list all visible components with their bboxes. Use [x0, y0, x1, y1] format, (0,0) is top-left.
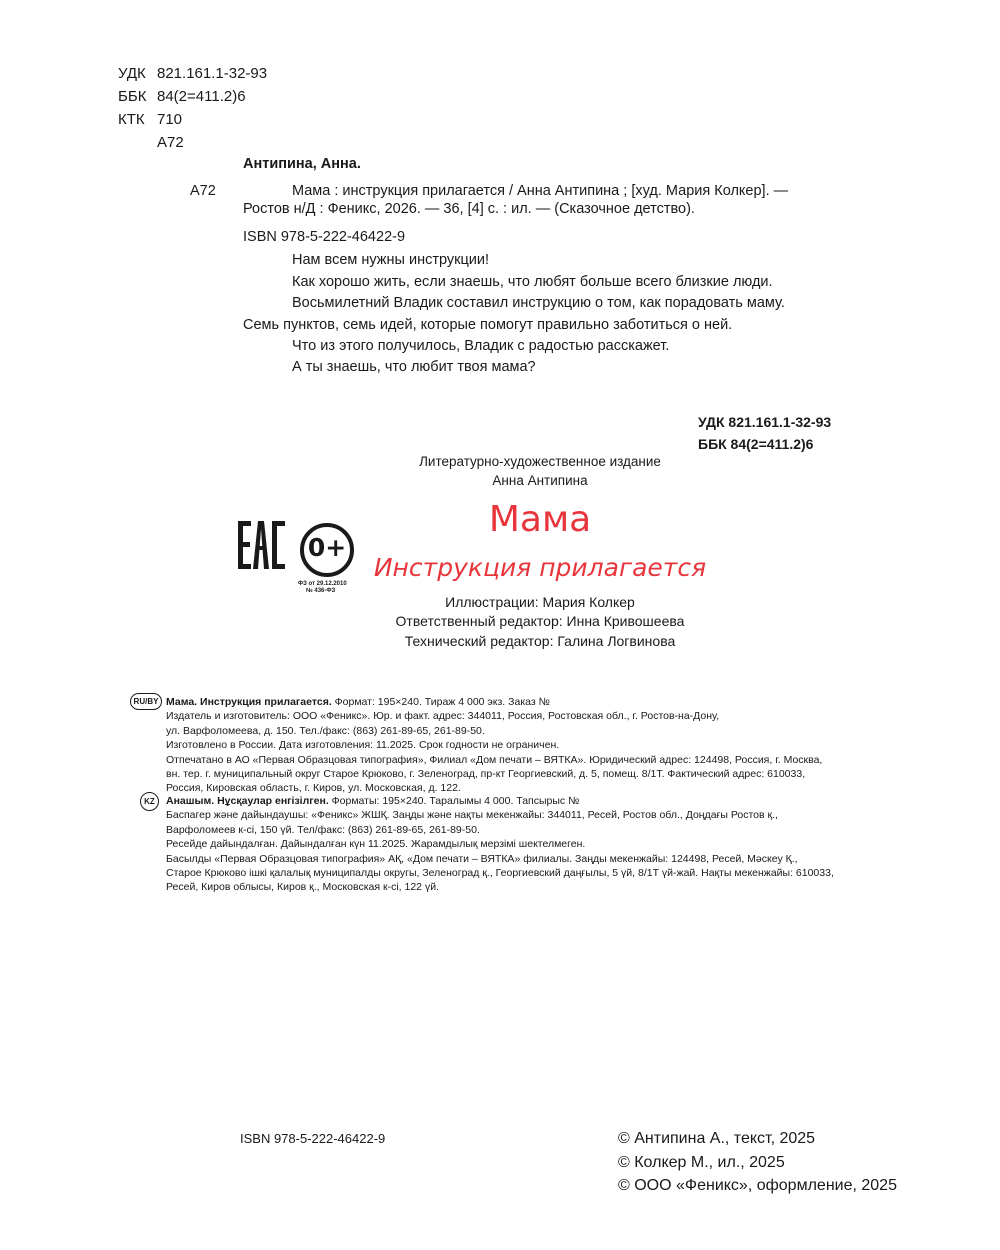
copyright-line: © Антипина А., текст, 2025	[618, 1130, 816, 1147]
bbk-value: 84(2=411.2)6	[157, 88, 246, 105]
imprint-kz-line: Варфоломеев к-сі, 150 үй. Тел/факс: (863) 261-89-65, 261-89-50.	[166, 823, 480, 836]
eac-mark-label	[236, 574, 238, 575]
bbk-label: ББК	[118, 88, 147, 105]
author-sign-top: А72	[157, 134, 184, 151]
imprint-ru-line: Россия, Кировская область, г. Киров, ул. Московская, д. 122.	[166, 782, 461, 795]
imprint-ru-title-bold: Мама. Инструкция прилагается.	[166, 696, 332, 708]
edition-type: Литературно-художественное издание	[419, 454, 661, 469]
age-rating-label: 0+	[307, 533, 347, 562]
annotation-line: Как хорошо жить, если знаешь, что любят больше всего близкие люди.	[292, 274, 773, 290]
annotation-line: Восьмилетний Владик составил инструкцию о том, как порадовать маму.	[292, 295, 785, 311]
imprint-ru-title-rest: Формат: 195×240. Тираж 4 000 экз. Заказ №	[331, 696, 550, 708]
book-title: Мама	[488, 499, 592, 540]
annotation-line: Нам всем нужны инструкции!	[292, 252, 489, 268]
tech-editor-credit: Технический редактор: Галина Логвинова	[404, 633, 676, 649]
age-law-line-1: ФЗ от 29.12.2010	[298, 581, 347, 587]
imprint-kz-line: Старое Крюково ішкі қалалық муниципалды округы, Зеленоград қ., Георгиевский даңғылы, 5 үй, 8/1Т үй-жай. Нақты мекенжайы: 610033,	[166, 867, 834, 880]
imprint-kz-line: Ресей, Киров облысы, Киров қ., Московская к-сі, 122 үй.	[166, 881, 439, 894]
imprint-kz-line: Басылды «Первая Образцовая типография» АҚ, «Дом печати – ВЯТКА» филиалы. Заңды мекенжайы: 124498, Ресей, Мәскеу Қ.,	[166, 852, 798, 865]
age-law-line-2: № 436-ФЗ	[306, 588, 336, 594]
imprint-ru-title	[166, 695, 822, 709]
ru-by-badge: RU/BY	[130, 693, 162, 710]
annotation-line: А ты знаешь, что любит твоя мама?	[292, 359, 536, 375]
author-sign-line	[118, 131, 267, 154]
kz-badge: KZ	[140, 792, 159, 811]
udk-line	[118, 62, 267, 85]
imprint-ru-line: ул. Варфоломеева, д. 150. Тел./факс: (863) 261-89-65, 261-89-50.	[166, 724, 485, 737]
imprint-ru-line: Издатель и изготовитель: ООО «Феникс». Юр. и факт. адрес: 344011, Россия, Ростовская обл., г. Ростов-на-Дону,	[166, 710, 720, 723]
imprint-kz-title-bold: Анашым. Нұсқаулар енгізілген.	[166, 795, 329, 807]
book-subtitle: Инструкция прилагается	[373, 553, 707, 582]
imprint-kz-title	[166, 794, 834, 808]
copyright-line: © Колкер М., ил., 2025	[618, 1154, 785, 1171]
imprint-ru	[166, 695, 822, 796]
bbk-line	[118, 85, 267, 108]
author-heading: Антипина, Анна.	[243, 156, 361, 172]
udk-label: УДК	[118, 65, 146, 82]
udk-value: 821.161.1-32-93	[157, 65, 268, 82]
record-author-sign: А72	[190, 183, 216, 199]
illustrations-credit: Иллюстрации: Мария Колкер	[445, 594, 635, 610]
editor-credit: Ответственный редактор: Инна Кривошеева	[395, 613, 685, 629]
eac-mark-icon	[236, 519, 288, 571]
classification-block	[118, 62, 267, 154]
ktk-value: 710	[157, 111, 183, 128]
imprint-ru-line: вн. тер. г. муниципальный округ Старое Крюково, г. Зеленоград, пр-кт Георгиевский, д. 5, помещ. 8/1Т. Фактический адрес: 610033,	[166, 768, 806, 781]
ktk-label: КТК	[118, 111, 145, 128]
edition-author: Анна Антипина	[492, 473, 588, 488]
footer-isbn: ISBN 978-5-222-46422-9	[240, 1131, 386, 1146]
imprint-ru-line: Изготовлено в России. Дата изготовления: 11.2025. Срок годности не ограничен.	[166, 739, 560, 752]
ktk-line	[118, 108, 267, 131]
imprint-kz-line: Ресейде дайындалған. Дайындалған күн 11.2025. Жарамдылық мерзімі шектелмеген.	[166, 838, 586, 851]
right-udk: УДК 821.161.1-32-93	[698, 414, 832, 430]
imprint-kz-title-rest: Форматы: 195×240. Таралымы 4 000. Тапсырыс №	[328, 795, 580, 807]
record-line-1: Мама : инструкция прилагается / Анна Антипина ; [худ. Мария Колкер]. —	[292, 183, 789, 199]
annotation-line: Что из этого получилось, Владик с радостью расскажет.	[292, 338, 670, 354]
record-line-2: Ростов н/Д : Феникс, 2026. — 36, [4] с. : ил. — (Сказочное детство).	[243, 201, 695, 217]
imprint-kz	[166, 794, 834, 895]
imprint-kz-line: Баспагер және дайындаушы: «Феникс» ЖШҚ. Заңды және нақты мекенжайы: 344011, Ресей, Ростов обл., Доңдағы Ростов қ.,	[166, 809, 778, 822]
annotation-line: Семь пунктов, семь идей, которые помогут правильно заботиться о ней.	[243, 317, 733, 333]
record-isbn: ISBN 978-5-222-46422-9	[243, 229, 406, 245]
imprint-ru-line: Отпечатано в АО «Первая Образцовая типография», Филиал «Дом печати – ВЯТКА». Юридический адрес: 124498, Россия, г. Москва,	[166, 753, 823, 766]
copyright-line: © ООО «Феникс», оформление, 2025	[618, 1177, 897, 1194]
right-bbk: ББК 84(2=411.2)6	[698, 436, 814, 452]
